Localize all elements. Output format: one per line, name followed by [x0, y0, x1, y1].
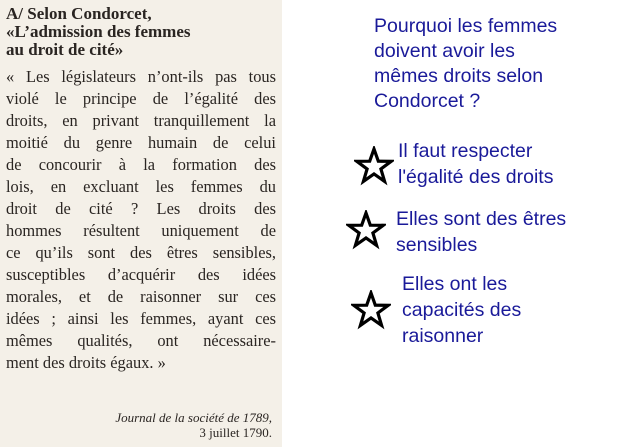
quote-line: idées ; ainsi les femmes, ayant ces [6, 309, 276, 328]
quote-line: de concourir à la formation des [6, 155, 276, 174]
answer-line: l'égalité des droits [398, 166, 554, 188]
citation-journal: Journal de la société de 1789, [115, 410, 272, 425]
star-outline-icon [354, 146, 394, 186]
answer-line: Elles ont les [402, 273, 508, 295]
answer-panel [282, 0, 624, 447]
question-text [374, 14, 619, 114]
quote-line: ce qu’ils sont des êtres sensibles, [6, 243, 276, 262]
answer-line: Elles sont des êtres [396, 208, 567, 230]
quote-line: moitié du genre humain de celui [6, 133, 276, 152]
answer-line: Il faut respecter [398, 140, 533, 162]
quote-line: morales, et de raisonner sur ces [6, 287, 276, 306]
answer-line: capacités des [402, 299, 522, 321]
star-outline-icon [346, 210, 386, 250]
source-document [0, 0, 282, 447]
answer-line: sensibles [396, 234, 478, 256]
question-line: Condorcet ? [374, 90, 481, 112]
source-heading-line: A/ Selon Condorcet, [6, 4, 152, 23]
source-heading-line: au droit de cité» [6, 40, 124, 59]
answer-reason [402, 271, 521, 349]
answer-line: raisonner [402, 325, 484, 347]
answer-sensible [396, 206, 566, 258]
citation [115, 410, 272, 440]
star-outline-icon [351, 290, 391, 330]
question-line: doivent avoir les [374, 40, 515, 62]
source-heading [6, 5, 276, 59]
quote-line: lois, en excluant les femmes du [6, 177, 276, 196]
question-line: mêmes droits selon [374, 65, 544, 87]
quote-line: droits, en privant tranquillement la [6, 111, 276, 130]
citation-date: 3 juillet 1790. [199, 425, 272, 440]
quote-line: hommes résultent uniquement de [6, 221, 276, 240]
quote-line: susceptibles d’acquérir des idées [6, 265, 276, 284]
quote-line: droit de cité ? Les droits des [6, 199, 276, 218]
quote-line: violé le principe de l’égalité des [6, 89, 276, 108]
source-heading-line: «L’admission des femmes [6, 22, 191, 41]
quote-line: mêmes qualités, ont nécessaire- [6, 331, 276, 350]
answer-equality [398, 138, 553, 190]
quote-line: ment des droits égaux. » [6, 353, 166, 372]
question-line: Pourquoi les femmes [374, 15, 558, 37]
quote-line: « Les législateurs n’ont-ils pas tous [6, 67, 276, 86]
condorcet-quote [6, 66, 276, 374]
